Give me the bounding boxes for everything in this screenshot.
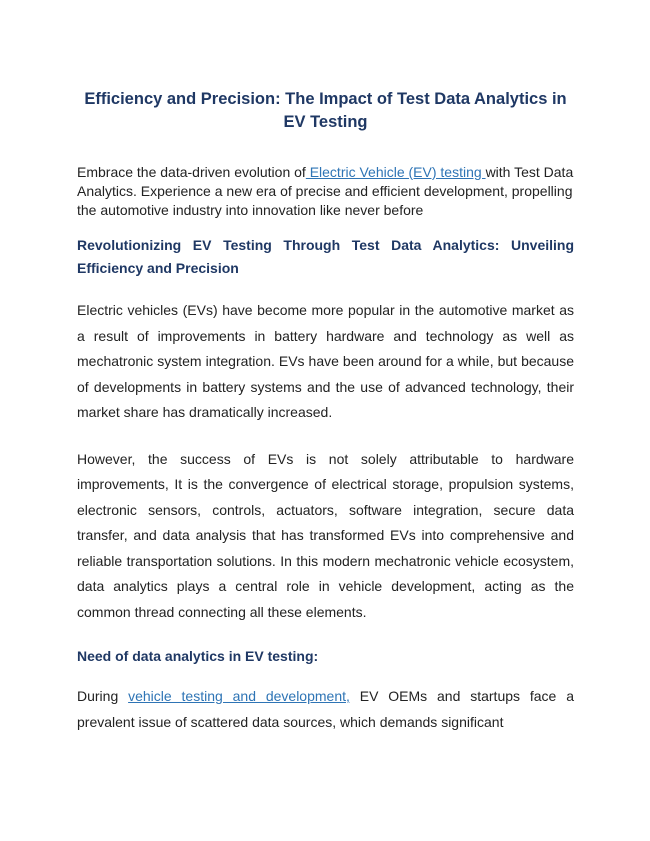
paragraph3-text-before-link: During <box>77 688 129 704</box>
paragraph-2: However, the success of EVs is not solely attributable to hardware improvements, It is the convergence of electrical storage, propulsion systems, electronic sensors, controls, actuators, software integration, secure data transfer, and data analysis that has transformed EVs into comprehensive and reliable transportation solutions. In this modern mechatronic vehicle ecosystem, data analytics plays a central role in vehicle development, acting as the common thread connecting all these elements. <box>77 450 574 620</box>
paragraph-1: Electric vehicles (EVs) have become more popular in the automotive market as a result of improvements in battery hardware and technology as well as mechatronic system integration. EVs have been around for a while, but because of developments in battery systems and the use of advanced technology, their market share has dramatically increased. <box>77 302 574 420</box>
ev-testing-link[interactable]: Electric Vehicle (EV) testing <box>305 164 486 180</box>
intro-paragraph <box>77 163 574 220</box>
paragraph3-text-after-link: EV OEMs and startups face a prevalent issue of scattered data sources, which demands significant <box>77 688 574 730</box>
paragraph-3 <box>77 684 574 735</box>
document-page <box>77 88 574 756</box>
intro-text-after-link: with Test Data Analytics. Experience a new era of precise and efficient development, propelling the automotive industry into innovation like never before <box>77 164 574 218</box>
section1-heading: Revolutionizing EV Testing Through Test Data Analytics: Unveiling Efficiency and Precision <box>77 237 574 276</box>
section2-heading: Need of data analytics in EV testing: <box>77 648 319 664</box>
document-title: Efficiency and Precision: The Impact of Test Data Analytics in EV Testing <box>84 90 567 131</box>
vehicle-testing-link[interactable]: vehicle testing and development, <box>128 688 350 704</box>
intro-text-before-link: Embrace the data-driven evolution of <box>77 164 306 180</box>
